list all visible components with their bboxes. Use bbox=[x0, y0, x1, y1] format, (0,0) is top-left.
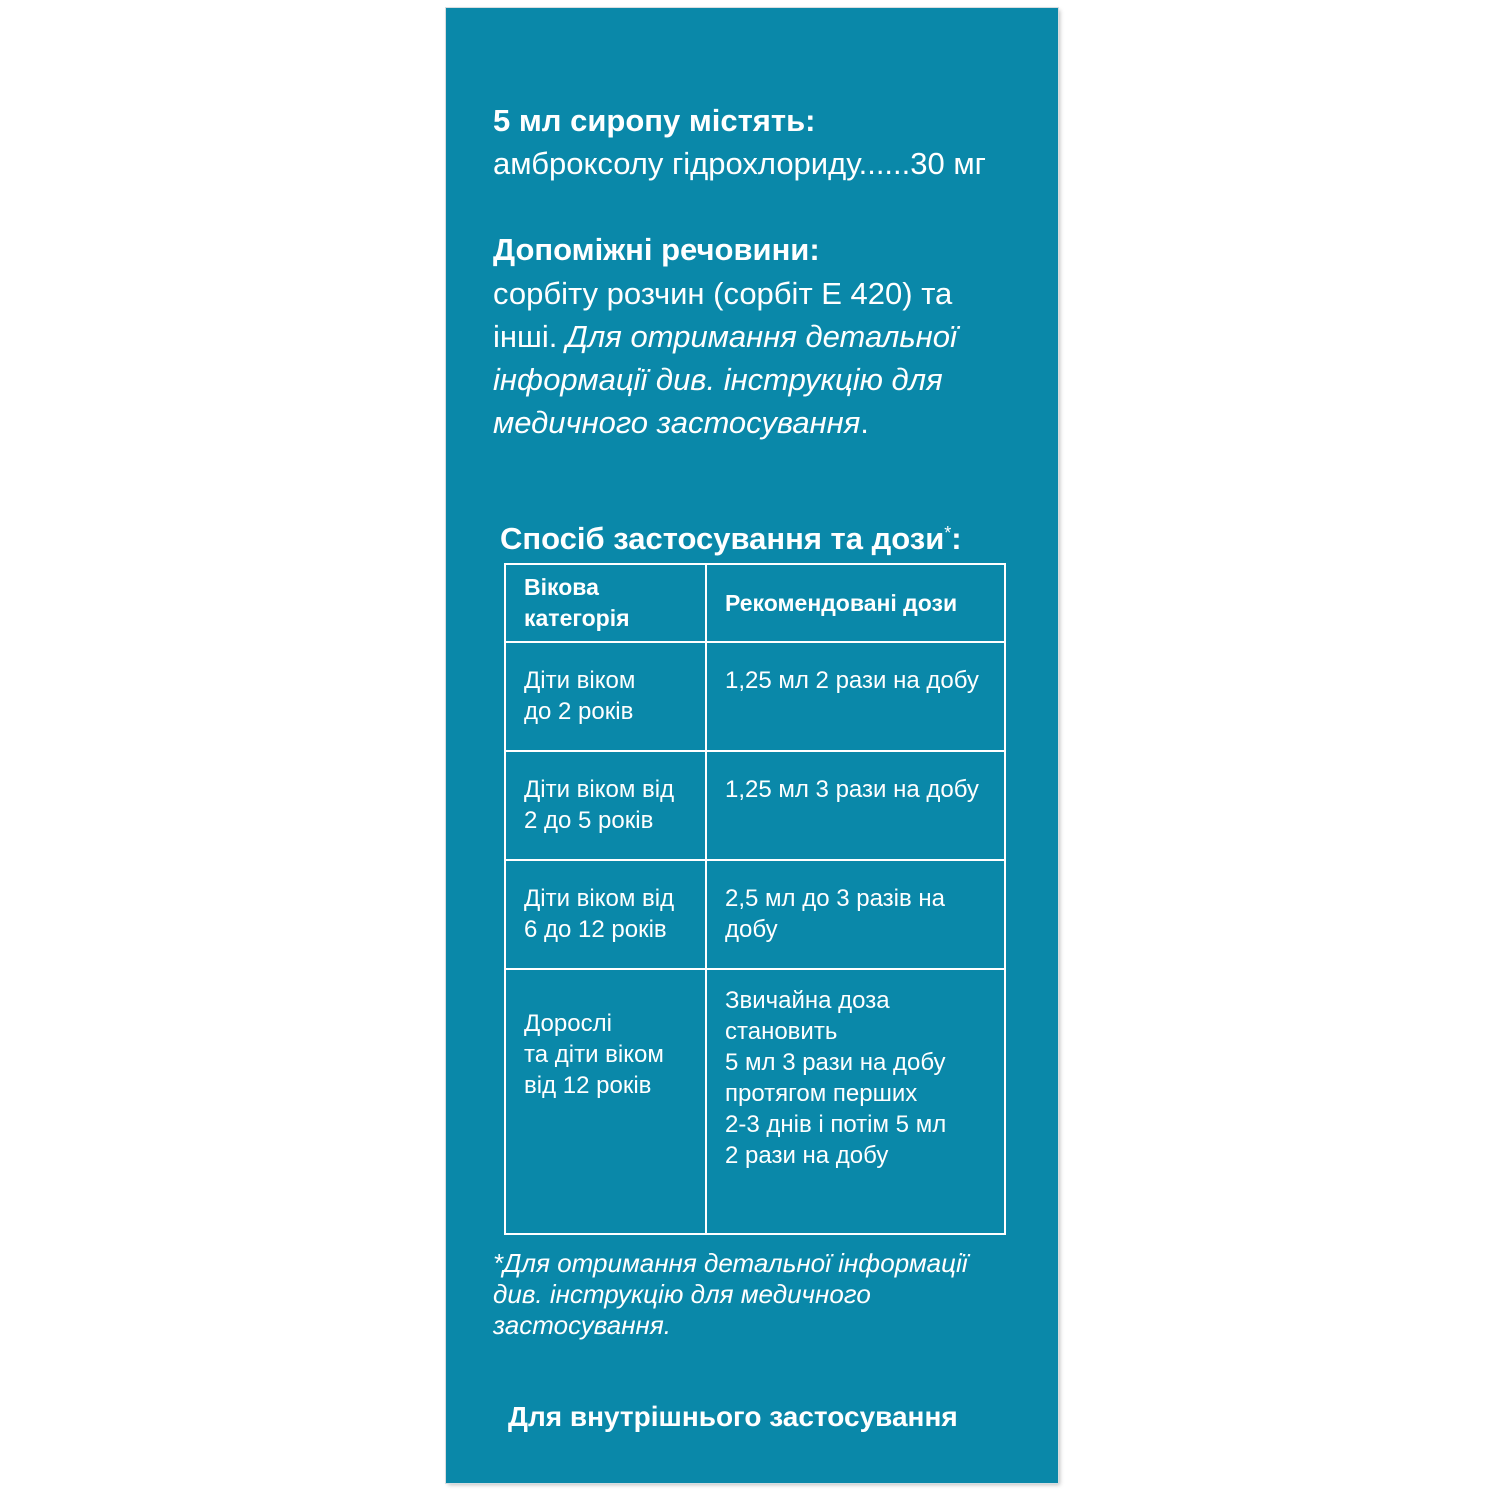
excipients-line bbox=[493, 319, 957, 355]
excipients-text: інші. bbox=[493, 319, 566, 354]
age-cell: Діти віком від 6 до 12 років bbox=[505, 860, 706, 969]
dosage-title bbox=[500, 521, 962, 557]
excipients-note-line: інформації див. інструкцію для bbox=[493, 362, 943, 397]
footnote-line: застосування. bbox=[493, 1310, 671, 1340]
table-header-row bbox=[505, 564, 1005, 642]
package-side-panel bbox=[446, 8, 1058, 1483]
composition-heading: 5 мл сиропу містять: bbox=[493, 103, 816, 138]
dosage-table bbox=[504, 563, 1006, 1235]
dose-cell: 1,25 мл 3 рази на добу bbox=[706, 751, 1005, 860]
dose-cell: 2,5 мл до 3 разів на добу bbox=[706, 860, 1005, 969]
column-header-dose: Рекомендовані дози bbox=[706, 564, 1005, 642]
excipients-note-line bbox=[493, 405, 869, 441]
table-row bbox=[505, 642, 1005, 751]
excipients-line: сорбіту розчин (сорбіт Е 420) та bbox=[493, 276, 953, 311]
age-cell: Діти віком до 2 років bbox=[505, 642, 706, 751]
table-row bbox=[505, 969, 1005, 1234]
age-cell: Діти віком від 2 до 5 років bbox=[505, 751, 706, 860]
footnote-mark: * bbox=[944, 523, 952, 543]
dose-cell: 1,25 мл 2 рази на добу bbox=[706, 642, 1005, 751]
excipients-period: . bbox=[860, 405, 869, 440]
dosage-title-colon: : bbox=[951, 521, 962, 556]
table-row bbox=[505, 751, 1005, 860]
footnote-line: *Для отримання детальної інформації bbox=[493, 1248, 968, 1278]
excipients-heading: Допоміжні речовини: bbox=[493, 232, 820, 267]
footnote-line: див. інструкцію для медичного bbox=[493, 1279, 871, 1309]
dosage-title-text: Спосіб застосування та дози bbox=[500, 521, 945, 556]
column-header-age: Вікова категорія bbox=[505, 564, 706, 642]
dose-cell: Звичайна доза становить 5 мл 3 рази на добу протягом перших 2-3 днів і потім 5 мл 2 рази на добу bbox=[706, 969, 1005, 1234]
excipients-note: медичного застосування bbox=[493, 405, 861, 440]
active-ingredient-line: амброксолу гідрохлориду......30 мг bbox=[493, 146, 986, 181]
table-row bbox=[505, 860, 1005, 969]
excipients-note: Для отримання детальної bbox=[566, 319, 957, 354]
age-cell: Дорослі та діти віком від 12 років bbox=[505, 969, 706, 1234]
internal-use-label: Для внутрішнього застосування bbox=[508, 1401, 958, 1432]
